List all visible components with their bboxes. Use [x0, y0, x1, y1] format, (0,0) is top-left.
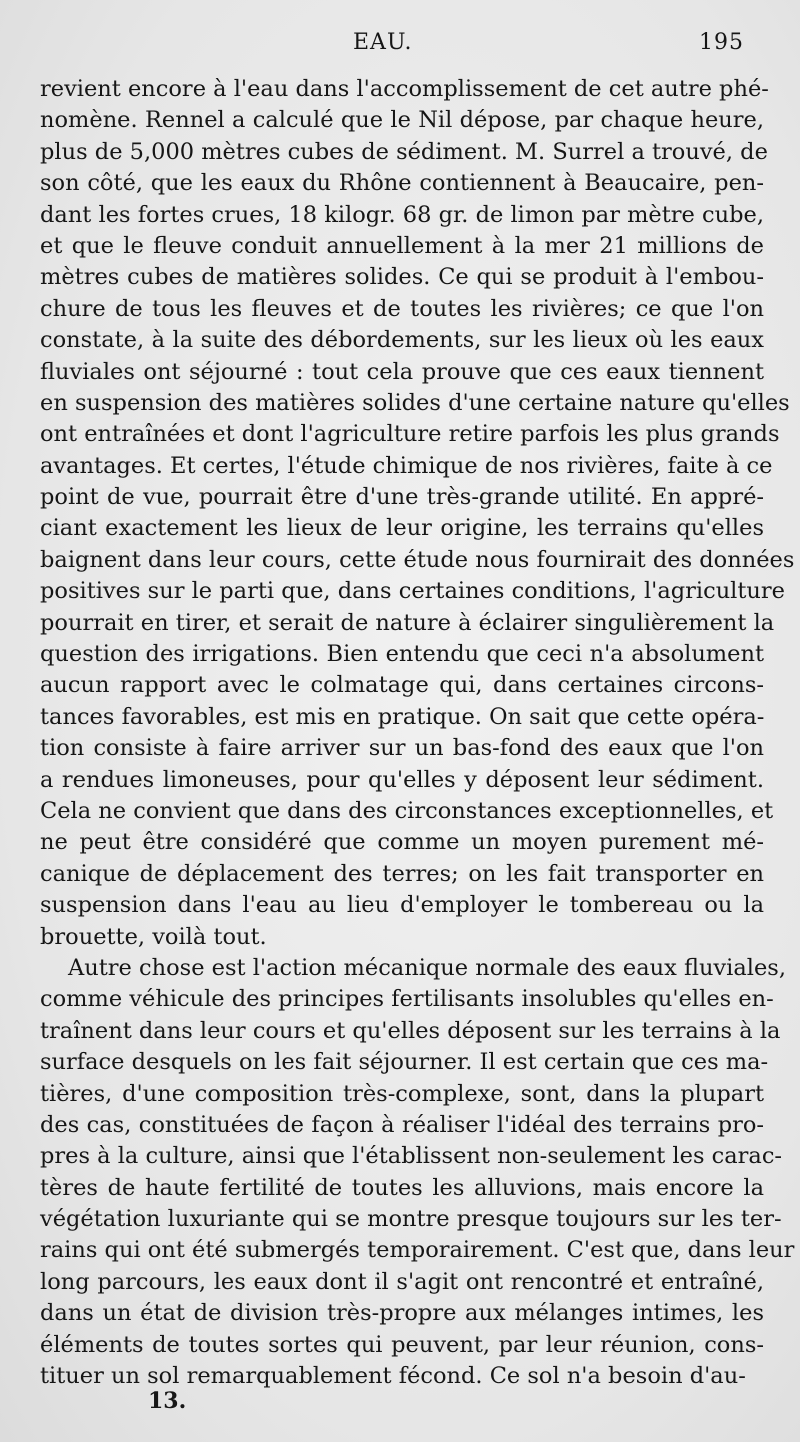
text-line: revient encore à l'eau dans l'accomplissement de cet autre phé-	[40, 76, 769, 102]
text-line: en suspension des matières solides d'une certaine nature qu'elles	[40, 389, 790, 416]
text-line: Cela ne convient que dans des circonstances exceptionnelles, et	[40, 797, 774, 824]
body-text	[40, 74, 795, 1392]
text-line: dans un état de division très-propre aux mélanges intimes, les	[40, 1300, 764, 1327]
text-line: avantages. Et certes, l'étude chimique de nos rivières, faite à ce	[40, 452, 773, 479]
text-line: positives sur le parti que, dans certaines conditions, l'agriculture	[40, 578, 785, 605]
signature-mark: 13.	[148, 1388, 187, 1414]
text-line: tion consiste à faire arriver sur un bas-fond des eaux que l'on	[40, 735, 764, 762]
page-header	[0, 30, 800, 64]
text-line: tituer un sol remarquablement fécond. Ce sol n'a besoin d'au-	[40, 1363, 746, 1390]
text-line: ont entraînées et dont l'agriculture retire parfois les plus grands	[40, 421, 780, 448]
text-line: question des irrigations. Bien entendu que ceci n'a absolument	[40, 641, 764, 668]
text-line: fluviales ont séjourné : tout cela prouve que ces eaux tiennent	[40, 358, 764, 385]
text-line: brouette, voilà tout.	[40, 923, 267, 950]
text-line: ciant exactement les lieux de leur origine, les terrains qu'elles	[40, 515, 764, 542]
text-line: long parcours, les eaux dont il s'agit ont rencontré et entraîné,	[40, 1268, 764, 1295]
text-line: a rendues limoneuses, pour qu'elles y déposent leur sédiment.	[40, 766, 764, 793]
text-line: nomène. Rennel a calculé que le Nil dépose, par chaque heure,	[40, 107, 764, 134]
text-line: baignent dans leur cours, cette étude nous fournirait des données	[40, 546, 795, 573]
text-line: surface desquels on les fait séjourner. Il est certain que ces ma-	[40, 1049, 769, 1076]
text-line: végétation luxuriante qui se montre presque toujours sur les ter-	[40, 1206, 782, 1233]
text-line: pourrait en tirer, et serait de nature à éclairer singulièrement la	[40, 609, 775, 636]
text-line: pres à la culture, ainsi que l'établissent non-seulement les carac-	[40, 1143, 783, 1170]
text-line: rains qui ont été submergés temporairement. C'est que, dans leur	[40, 1237, 795, 1264]
text-line: tances favorables, est mis en pratique. On sait que cette opéra-	[40, 703, 765, 730]
text-line: et que le fleuve conduit annuellement à la mer 21 millions de	[40, 232, 764, 259]
text-line: plus de 5,000 mètres cubes de sédiment. M. Surrel a trouvé, de	[40, 138, 768, 165]
text-line: Autre chose est l'action mécanique normale des eaux fluviales,	[68, 954, 786, 981]
text-line: point de vue, pourrait être d'une très-grande utilité. En appré-	[40, 484, 764, 511]
text-line: tères de haute fertilité de toutes les alluvions, mais encore la	[40, 1174, 764, 1201]
page-number: 195	[699, 30, 744, 55]
text-line: canique de déplacement des terres; on les fait transporter en	[40, 860, 764, 887]
text-line: chure de tous les fleuves et de toutes les rivières; ce que l'on	[40, 295, 764, 322]
text-line: ne peut être considéré que comme un moyen purement mé-	[40, 829, 764, 856]
text-line: aucun rapport avec le colmatage qui, dans certaines circons-	[40, 672, 764, 699]
text-line: comme véhicule des principes fertilisants insolubles qu'elles en-	[40, 986, 774, 1013]
text-line: tières, d'une composition très-complexe, sont, dans la plupart	[40, 1080, 764, 1107]
text-line: éléments de toutes sortes qui peuvent, par leur réunion, cons-	[40, 1331, 764, 1358]
text-line: traînent dans leur cours et qu'elles déposent sur les terrains à la	[40, 1017, 781, 1044]
text-line: dant les fortes crues, 18 kilogr. 68 gr. de limon par mètre cube,	[40, 201, 764, 228]
text-line: constate, à la suite des débordements, sur les lieux où les eaux	[40, 327, 764, 354]
text-line: suspension dans l'eau au lieu d'employer le tombereau ou la	[40, 892, 764, 919]
text-line: mètres cubes de matières solides. Ce qui se produit à l'embou-	[40, 264, 764, 291]
text-line: son côté, que les eaux du Rhône contiennent à Beaucaire, pen-	[40, 170, 764, 197]
running-title: EAU.	[353, 30, 413, 55]
text-line: des cas, constituées de façon à réaliser l'idéal des terrains pro-	[40, 1111, 764, 1138]
